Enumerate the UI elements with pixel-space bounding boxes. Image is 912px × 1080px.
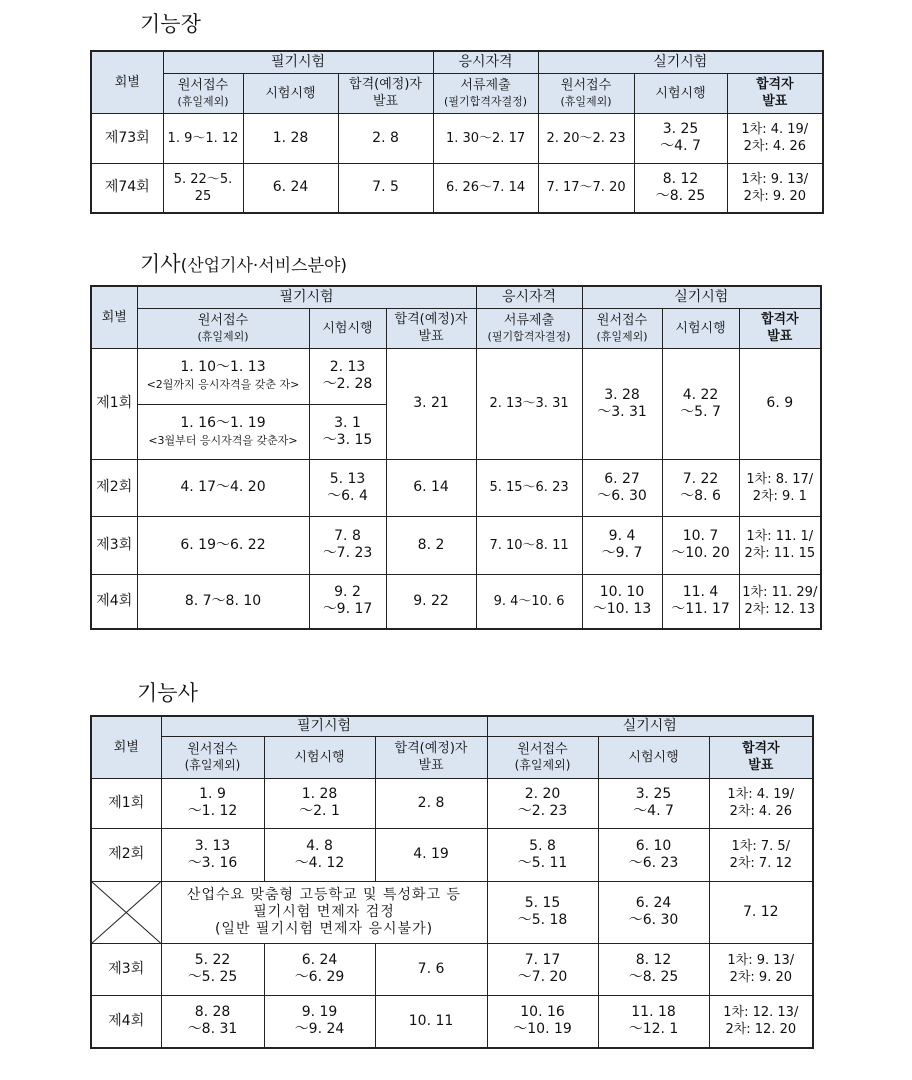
document-period: 9. 4～10. 6 xyxy=(476,574,582,629)
exam-period: 6. 24 ～6. 29 xyxy=(264,943,375,995)
document-period: 7. 10～8. 11 xyxy=(476,516,582,574)
application-period-b: 1. 16～1. 19 <3월부터 응시자격을 갖춘자> xyxy=(137,404,309,459)
table-row xyxy=(91,163,823,213)
section-title-craftsman: 기능사 xyxy=(137,681,198,705)
header-written-exam: 필기시험 xyxy=(137,286,476,308)
final-announcement-dates: 1차: 8. 17/ 2차: 9. 1 xyxy=(739,459,821,516)
header-document-submission: 서류제출 (필기합격자결정) xyxy=(433,73,538,113)
table-row xyxy=(91,459,821,516)
header-practical-application: 원서접수 (휴일제외) xyxy=(582,308,662,348)
practical-application-period: 2. 20～2. 23 xyxy=(538,113,634,163)
announcement-date: 7. 5 xyxy=(338,163,433,213)
announcement-date: 7. 6 xyxy=(375,943,487,995)
document-period: 6. 26～7. 14 xyxy=(433,163,538,213)
table-row xyxy=(91,113,823,163)
announcement-date: 10. 11 xyxy=(375,995,487,1048)
practical-exam-period: 10. 7 ～10. 20 xyxy=(662,516,739,574)
final-announcement-dates: 1차: 4. 19/ 2차: 4. 26 xyxy=(709,778,813,828)
header-practical-exam: 실기시험 xyxy=(538,51,823,73)
header-eligibility: 응시자격 xyxy=(476,286,582,308)
practical-application-period: 7. 17 ～7. 20 xyxy=(487,943,598,995)
practical-exam-period: 6. 24 ～6. 30 xyxy=(598,881,709,943)
round-label: 제2회 xyxy=(91,828,161,881)
application-period: 8. 28 ～8. 31 xyxy=(161,995,264,1048)
header-round: 회별 xyxy=(91,286,137,348)
application-period-a: 1. 10～1. 13 <2월까지 응시자격을 갖춘 자> xyxy=(137,348,309,404)
announcement-date: 6. 14 xyxy=(386,459,476,516)
final-announcement-date: 6. 9 xyxy=(739,348,821,459)
practical-exam-period: 8. 12 ～8. 25 xyxy=(598,943,709,995)
announcement-date: 2. 8 xyxy=(375,778,487,828)
final-announcement-dates: 1차: 9. 13/ 2차: 9. 20 xyxy=(727,163,823,213)
header-exam-date: 시험시행 xyxy=(243,73,338,113)
practical-exam-period: 4. 22 ～5. 7 xyxy=(662,348,739,459)
practical-application-period: 6. 27 ～6. 30 xyxy=(582,459,662,516)
practical-exam-period: 7. 22 ～8. 6 xyxy=(662,459,739,516)
final-announcement-dates: 1차: 9. 13/ 2차: 9. 20 xyxy=(709,943,813,995)
practical-application-period: 7. 17～7. 20 xyxy=(538,163,634,213)
final-announcement-dates: 1차: 11. 29/ 2차: 12. 13 xyxy=(739,574,821,629)
header-practical-application: 원서접수 (휴일제외) xyxy=(487,736,598,778)
round-label: 제4회 xyxy=(91,995,161,1048)
master-craftsman-schedule-table xyxy=(90,50,824,214)
table-row xyxy=(91,516,821,574)
header-written-exam: 필기시험 xyxy=(161,716,487,736)
table-row xyxy=(91,574,821,629)
crossed-out-cell xyxy=(91,881,161,943)
header-final-announcement: 합격자 발표 xyxy=(739,308,821,348)
round-label: 제1회 xyxy=(91,778,161,828)
section-title-engineer: 기사(산업기사·서비스분야) xyxy=(140,252,348,276)
header-announcement: 합격(예정)자 발표 xyxy=(338,73,433,113)
engineer-schedule-table xyxy=(90,285,822,630)
practical-application-period: 5. 8 ～5. 11 xyxy=(487,828,598,881)
craftsman-schedule-table xyxy=(90,715,814,1049)
header-practical-application: 원서접수 (휴일제외) xyxy=(538,73,634,113)
cross-mark-icon xyxy=(92,882,161,943)
application-period: 8. 7～8. 10 xyxy=(137,574,309,629)
round-label: 제1회 xyxy=(91,348,137,459)
practical-exam-period: 3. 25 ～4. 7 xyxy=(634,113,727,163)
practical-application-period: 10. 16 ～10. 19 xyxy=(487,995,598,1048)
round-label: 제74회 xyxy=(91,163,163,213)
round-label: 제3회 xyxy=(91,943,161,995)
header-practical-exam-date: 시험시행 xyxy=(662,308,739,348)
header-exam-date: 시험시행 xyxy=(309,308,386,348)
round-label: 제4회 xyxy=(91,574,137,629)
announcement-date: 8. 2 xyxy=(386,516,476,574)
exam-period: 9. 19 ～9. 24 xyxy=(264,995,375,1048)
application-period: 5. 22 ～5. 25 xyxy=(161,943,264,995)
header-final-announcement: 합격자 발표 xyxy=(727,73,823,113)
document-period: 1. 30～2. 17 xyxy=(433,113,538,163)
announcement-date: 9. 22 xyxy=(386,574,476,629)
practical-exam-period: 11. 18 ～12. 1 xyxy=(598,995,709,1048)
practical-application-period: 10. 10 ～10. 13 xyxy=(582,574,662,629)
exam-period: 1. 28 ～2. 1 xyxy=(264,778,375,828)
exam-date: 1. 28 xyxy=(243,113,338,163)
header-practical-exam-date: 시험시행 xyxy=(634,73,727,113)
table-row xyxy=(91,828,813,881)
announcement-date: 2. 8 xyxy=(338,113,433,163)
section-title-master-craftsman: 기능장 xyxy=(140,12,201,36)
exam-period-b: 3. 1 ～3. 15 xyxy=(309,404,386,459)
exam-period: 9. 2 ～9. 17 xyxy=(309,574,386,629)
final-announcement-dates: 1차: 7. 5/ 2차: 7. 12 xyxy=(709,828,813,881)
header-announcement: 합격(예정)자 발표 xyxy=(375,736,487,778)
practical-exam-period: 6. 10 ～6. 23 xyxy=(598,828,709,881)
document-period: 5. 15～6. 23 xyxy=(476,459,582,516)
practical-application-period: 5. 15 ～5. 18 xyxy=(487,881,598,943)
header-application: 원서접수 (휴일제외) xyxy=(137,308,309,348)
header-application: 원서접수 (휴일제외) xyxy=(161,736,264,778)
application-period: 5. 22～5. 25 xyxy=(163,163,243,213)
round-label: 제2회 xyxy=(91,459,137,516)
header-final-announcement: 합격자 발표 xyxy=(709,736,813,778)
header-practical-exam-date: 시험시행 xyxy=(598,736,709,778)
practical-application-period: 9. 4 ～9. 7 xyxy=(582,516,662,574)
application-period: 1. 9～1. 12 xyxy=(163,113,243,163)
final-announcement-dates: 1차: 4. 19/ 2차: 4. 26 xyxy=(727,113,823,163)
table-row xyxy=(91,881,813,943)
announcement-date: 3. 21 xyxy=(386,348,476,459)
table-row xyxy=(91,943,813,995)
practical-application-period: 3. 28 ～3. 31 xyxy=(582,348,662,459)
header-application: 원서접수 (휴일제외) xyxy=(163,73,243,113)
header-written-exam: 필기시험 xyxy=(163,51,433,73)
practical-exam-period: 11. 4 ～11. 17 xyxy=(662,574,739,629)
practical-exam-period: 3. 25 ～4. 7 xyxy=(598,778,709,828)
application-period: 6. 19～6. 22 xyxy=(137,516,309,574)
header-document-submission: 서류제출 (필기합격자결정) xyxy=(476,308,582,348)
exam-period-a: 2. 13 ～2. 28 xyxy=(309,348,386,404)
header-exam-date: 시험시행 xyxy=(264,736,375,778)
table-row xyxy=(91,348,821,404)
header-round: 회별 xyxy=(91,716,161,778)
header-round: 회별 xyxy=(91,51,163,113)
table-row xyxy=(91,778,813,828)
exam-period: 4. 8 ～4. 12 xyxy=(264,828,375,881)
application-period: 4. 17～4. 20 xyxy=(137,459,309,516)
header-announcement: 합격(예정)자 발표 xyxy=(386,308,476,348)
practical-exam-period: 8. 12 ～8. 25 xyxy=(634,163,727,213)
round-label: 제3회 xyxy=(91,516,137,574)
header-eligibility: 응시자격 xyxy=(433,51,538,73)
exam-date: 6. 24 xyxy=(243,163,338,213)
final-announcement-date: 7. 12 xyxy=(709,881,813,943)
header-practical-exam: 실기시험 xyxy=(487,716,813,736)
practical-application-period: 2. 20 ～2. 23 xyxy=(487,778,598,828)
exam-period: 5. 13 ～6. 4 xyxy=(309,459,386,516)
final-announcement-dates: 1차: 12. 13/ 2차: 12. 20 xyxy=(709,995,813,1048)
announcement-date: 4. 19 xyxy=(375,828,487,881)
exam-period: 7. 8 ～7. 23 xyxy=(309,516,386,574)
application-period: 3. 13 ～3. 16 xyxy=(161,828,264,881)
round-label: 제73회 xyxy=(91,113,163,163)
application-period: 1. 9 ～1. 12 xyxy=(161,778,264,828)
document-period: 2. 13～3. 31 xyxy=(476,348,582,459)
header-practical-exam: 실기시험 xyxy=(582,286,821,308)
table-row xyxy=(91,995,813,1048)
exemption-note: 산업수요 맞춤형 고등학교 및 특성화고 등 필기시험 면제자 검정 (일반 필기시험 면제자 응시불가) xyxy=(161,881,487,943)
final-announcement-dates: 1차: 11. 1/ 2차: 11. 15 xyxy=(739,516,821,574)
